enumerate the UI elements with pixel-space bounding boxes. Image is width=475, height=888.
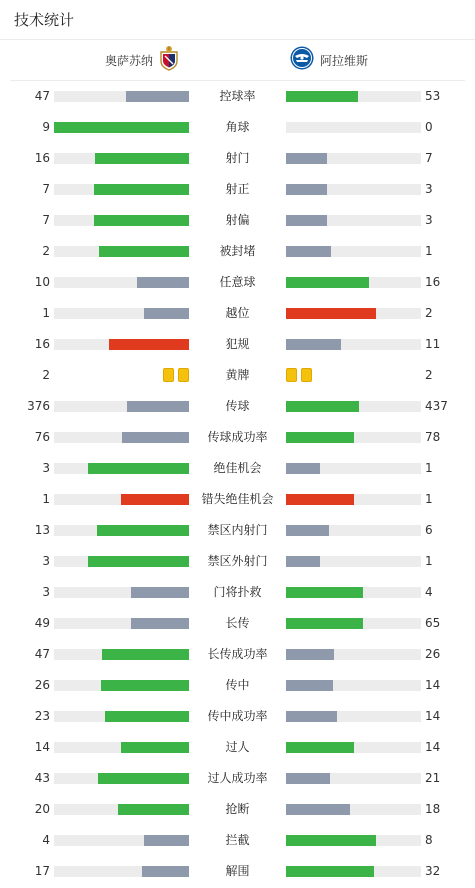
stat-away-value: 1	[425, 461, 433, 475]
home-stat-fill	[95, 153, 189, 164]
away-stat-bar	[286, 308, 421, 319]
stat-away-value: 21	[425, 771, 441, 785]
home-stat-bar	[54, 215, 189, 226]
stat-label: 过人成功率	[207, 771, 268, 785]
team-header	[10, 40, 465, 81]
stat-row	[0, 205, 475, 236]
away-stat-fill	[286, 339, 341, 350]
stat-label: 长传	[225, 616, 250, 630]
stat-row	[0, 856, 475, 887]
home-stat-fill	[126, 91, 189, 102]
away-stat-bar	[286, 618, 421, 629]
home-stat-bar	[54, 91, 189, 102]
stat-label: 解围	[225, 864, 250, 878]
away-stat-fill	[286, 866, 374, 877]
away-stat-bar	[286, 556, 421, 567]
away-stat-bar	[286, 122, 421, 133]
stat-label: 射偏	[225, 213, 250, 227]
away-stat-bar	[286, 91, 421, 102]
stat-row	[0, 484, 475, 515]
away-stat-bar	[286, 742, 421, 753]
home-stat-fill	[118, 804, 189, 815]
away-stat-fill	[286, 556, 320, 567]
stat-home-value: 47	[34, 89, 50, 103]
home-stat-bar	[54, 525, 189, 536]
home-team-name: 奥萨苏纳	[104, 53, 153, 68]
away-stat-fill	[286, 153, 327, 164]
away-stat-fill	[286, 308, 376, 319]
stat-away-value: 14	[425, 678, 441, 692]
home-stat-fill	[88, 556, 189, 567]
stat-row	[0, 608, 475, 639]
away-stat-fill	[286, 215, 327, 226]
stat-label: 传球成功率	[207, 430, 268, 444]
stat-away-value: 11	[425, 337, 441, 351]
home-stat-bar	[54, 308, 189, 319]
away-stat-fill	[286, 835, 376, 846]
yellow-card-icon	[286, 368, 297, 382]
away-stat-fill	[286, 401, 359, 412]
home-stat-bar	[54, 835, 189, 846]
away-stat-fill	[286, 742, 354, 753]
header	[0, 0, 475, 40]
stat-home-value: 2	[42, 244, 50, 258]
away-stat-bar	[286, 587, 421, 598]
home-stat-fill	[105, 711, 189, 722]
stat-label: 控球率	[219, 89, 256, 103]
stat-home-value: 16	[34, 151, 50, 165]
away-stat-fill	[286, 649, 334, 660]
stat-row	[0, 701, 475, 732]
away-stat-bar	[286, 153, 421, 164]
stat-home-value: 26	[34, 678, 50, 692]
home-stat-bar	[54, 618, 189, 629]
away-stat-fill	[286, 463, 320, 474]
stat-home-value: 1	[42, 306, 50, 320]
yellow-card-icon	[163, 368, 174, 382]
away-stat-bar	[286, 804, 421, 815]
stat-away-value: 53	[425, 89, 441, 103]
stat-home-value: 7	[42, 213, 50, 227]
away-yellow-cards	[286, 368, 312, 382]
home-stat-bar	[54, 432, 189, 443]
stat-home-value: 3	[42, 461, 50, 475]
away-stat-fill	[286, 525, 329, 536]
stat-row	[0, 236, 475, 267]
stat-label: 长传成功率	[207, 647, 268, 661]
page-title: 技术统计	[14, 11, 75, 29]
away-stat-fill	[286, 804, 350, 815]
home-stat-fill	[144, 835, 189, 846]
home-stat-bar	[54, 556, 189, 567]
stat-away-value: 8	[425, 833, 433, 847]
away-team-name: 阿拉维斯	[320, 53, 369, 68]
stat-label: 绝佳机会	[213, 461, 262, 475]
stat-row	[0, 825, 475, 856]
stat-home-value: 4	[42, 833, 50, 847]
stat-label: 抢断	[225, 802, 250, 816]
home-stat-bar	[54, 153, 189, 164]
stat-row	[0, 639, 475, 670]
alaves-crest-icon	[290, 46, 314, 74]
stat-label: 拦截	[225, 833, 250, 847]
away-stat-fill	[286, 91, 358, 102]
stat-home-value: 43	[34, 771, 50, 785]
home-stat-bar	[54, 866, 189, 877]
away-stat-bar	[286, 835, 421, 846]
home-stat-bar	[54, 401, 189, 412]
away-stat-bar	[286, 184, 421, 195]
stat-away-value: 2	[425, 368, 433, 382]
home-stat-fill	[121, 742, 189, 753]
stat-away-value: 16	[425, 275, 441, 289]
stat-row	[0, 143, 475, 174]
home-yellow-cards	[163, 368, 189, 382]
home-stat-bar	[54, 339, 189, 350]
away-stat-fill	[286, 494, 354, 505]
stat-home-value: 3	[42, 554, 50, 568]
stat-row	[0, 360, 475, 391]
away-stat-bar	[286, 525, 421, 536]
stat-home-value: 17	[34, 864, 50, 878]
stat-home-value: 47	[34, 647, 50, 661]
home-stat-fill	[137, 277, 189, 288]
away-stat-fill	[286, 184, 327, 195]
home-stat-fill	[142, 866, 189, 877]
stat-away-value: 6	[425, 523, 433, 537]
home-team[interactable]	[105, 40, 179, 80]
stat-row	[0, 453, 475, 484]
yellow-card-icon	[178, 368, 189, 382]
stat-home-value: 7	[42, 182, 50, 196]
stat-home-value: 1	[42, 492, 50, 506]
away-stat-bar	[286, 773, 421, 784]
away-stat-bar	[286, 246, 421, 257]
away-stat-fill	[286, 277, 369, 288]
stat-home-value: 10	[34, 275, 50, 289]
stat-label: 过人	[225, 740, 250, 754]
away-stat-fill	[286, 711, 337, 722]
stat-label: 射正	[225, 182, 250, 196]
stat-row	[0, 577, 475, 608]
home-stat-fill	[97, 525, 189, 536]
stat-away-value: 0	[425, 120, 433, 134]
stat-home-value: 2	[42, 368, 50, 382]
stat-home-value: 76	[34, 430, 50, 444]
home-stat-fill	[101, 680, 189, 691]
stat-row	[0, 391, 475, 422]
stat-row	[0, 298, 475, 329]
home-stat-fill	[131, 618, 189, 629]
home-stat-fill	[94, 215, 189, 226]
away-stat-fill	[286, 618, 363, 629]
away-stat-bar	[286, 277, 421, 288]
home-stat-bar	[54, 804, 189, 815]
stat-row	[0, 81, 475, 112]
away-stat-bar	[286, 432, 421, 443]
home-stat-fill	[131, 587, 189, 598]
away-stat-bar	[286, 463, 421, 474]
home-stat-bar	[54, 742, 189, 753]
away-stat-bar	[286, 866, 421, 877]
stat-label: 错失绝佳机会	[201, 492, 274, 506]
home-stat-bar	[54, 184, 189, 195]
stat-away-value: 1	[425, 554, 433, 568]
home-stat-fill	[122, 432, 189, 443]
stat-label: 禁区外射门	[207, 554, 268, 568]
home-stat-bar	[54, 587, 189, 598]
home-stat-bar	[54, 680, 189, 691]
stat-row	[0, 546, 475, 577]
stat-row	[0, 422, 475, 453]
home-stat-bar	[54, 463, 189, 474]
stat-row	[0, 112, 475, 143]
stat-home-value: 23	[34, 709, 50, 723]
away-team[interactable]	[290, 40, 368, 80]
away-stat-fill	[286, 587, 363, 598]
stat-row	[0, 267, 475, 298]
stat-label: 黄牌	[225, 368, 250, 382]
away-stat-bar	[286, 711, 421, 722]
stat-row	[0, 174, 475, 205]
stat-label: 门将扑救	[213, 585, 262, 599]
stat-row	[0, 515, 475, 546]
away-stat-bar	[286, 494, 421, 505]
away-stat-fill	[286, 432, 354, 443]
stat-away-value: 1	[425, 492, 433, 506]
home-stat-fill	[54, 122, 189, 133]
home-stat-bar	[54, 494, 189, 505]
stat-away-value: 3	[425, 213, 433, 227]
stat-home-value: 49	[34, 616, 50, 630]
home-stat-fill	[94, 184, 189, 195]
stat-label: 犯规	[225, 337, 250, 351]
home-stat-fill	[109, 339, 189, 350]
stat-away-value: 14	[425, 740, 441, 754]
home-stat-fill	[99, 246, 189, 257]
away-stat-fill	[286, 246, 331, 257]
stat-row	[0, 732, 475, 763]
stat-away-value: 2	[425, 306, 433, 320]
home-stat-bar	[54, 649, 189, 660]
stat-label: 越位	[225, 306, 250, 320]
yellow-card-icon	[301, 368, 312, 382]
stat-label: 传中成功率	[207, 709, 268, 723]
home-stat-fill	[144, 308, 189, 319]
stat-away-value: 4	[425, 585, 433, 599]
stat-label: 射门	[225, 151, 250, 165]
stat-away-value: 32	[425, 864, 441, 878]
osasuna-crest-icon	[159, 45, 179, 75]
stat-row	[0, 329, 475, 360]
stat-away-value: 78	[425, 430, 441, 444]
stat-home-value: 376	[27, 399, 50, 413]
home-stat-bar	[54, 246, 189, 257]
home-stat-bar	[54, 773, 189, 784]
stat-away-value: 3	[425, 182, 433, 196]
stat-label: 角球	[225, 120, 250, 134]
stat-home-value: 14	[34, 740, 50, 754]
stat-away-value: 18	[425, 802, 441, 816]
stat-home-value: 9	[42, 120, 50, 134]
stat-away-value: 65	[425, 616, 441, 630]
stat-row	[0, 794, 475, 825]
home-stat-fill	[127, 401, 189, 412]
stat-home-value: 3	[42, 585, 50, 599]
stat-away-value: 14	[425, 709, 441, 723]
home-stat-bar	[54, 277, 189, 288]
stat-label: 任意球	[219, 275, 256, 289]
away-stat-bar	[286, 215, 421, 226]
stat-away-value: 1	[425, 244, 433, 258]
stat-away-value: 26	[425, 647, 441, 661]
stat-away-value: 437	[425, 399, 448, 413]
stat-row	[0, 763, 475, 794]
away-stat-bar	[286, 401, 421, 412]
home-stat-fill	[102, 649, 189, 660]
stat-home-value: 20	[34, 802, 50, 816]
stat-label: 传球	[225, 399, 250, 413]
stat-label: 禁区内射门	[207, 523, 268, 537]
stat-away-value: 7	[425, 151, 433, 165]
away-stat-bar	[286, 680, 421, 691]
stat-home-value: 16	[34, 337, 50, 351]
home-stat-fill	[88, 463, 189, 474]
home-stat-fill	[121, 494, 189, 505]
away-stat-fill	[286, 680, 333, 691]
home-stat-bar	[54, 711, 189, 722]
stat-label: 被封堵	[219, 244, 256, 258]
away-stat-bar	[286, 649, 421, 660]
stat-label: 传中	[225, 678, 250, 692]
home-stat-bar	[54, 122, 189, 133]
away-stat-fill	[286, 773, 330, 784]
home-stat-fill	[98, 773, 189, 784]
stat-home-value: 13	[34, 523, 50, 537]
stat-row	[0, 670, 475, 701]
away-stat-bar	[286, 339, 421, 350]
